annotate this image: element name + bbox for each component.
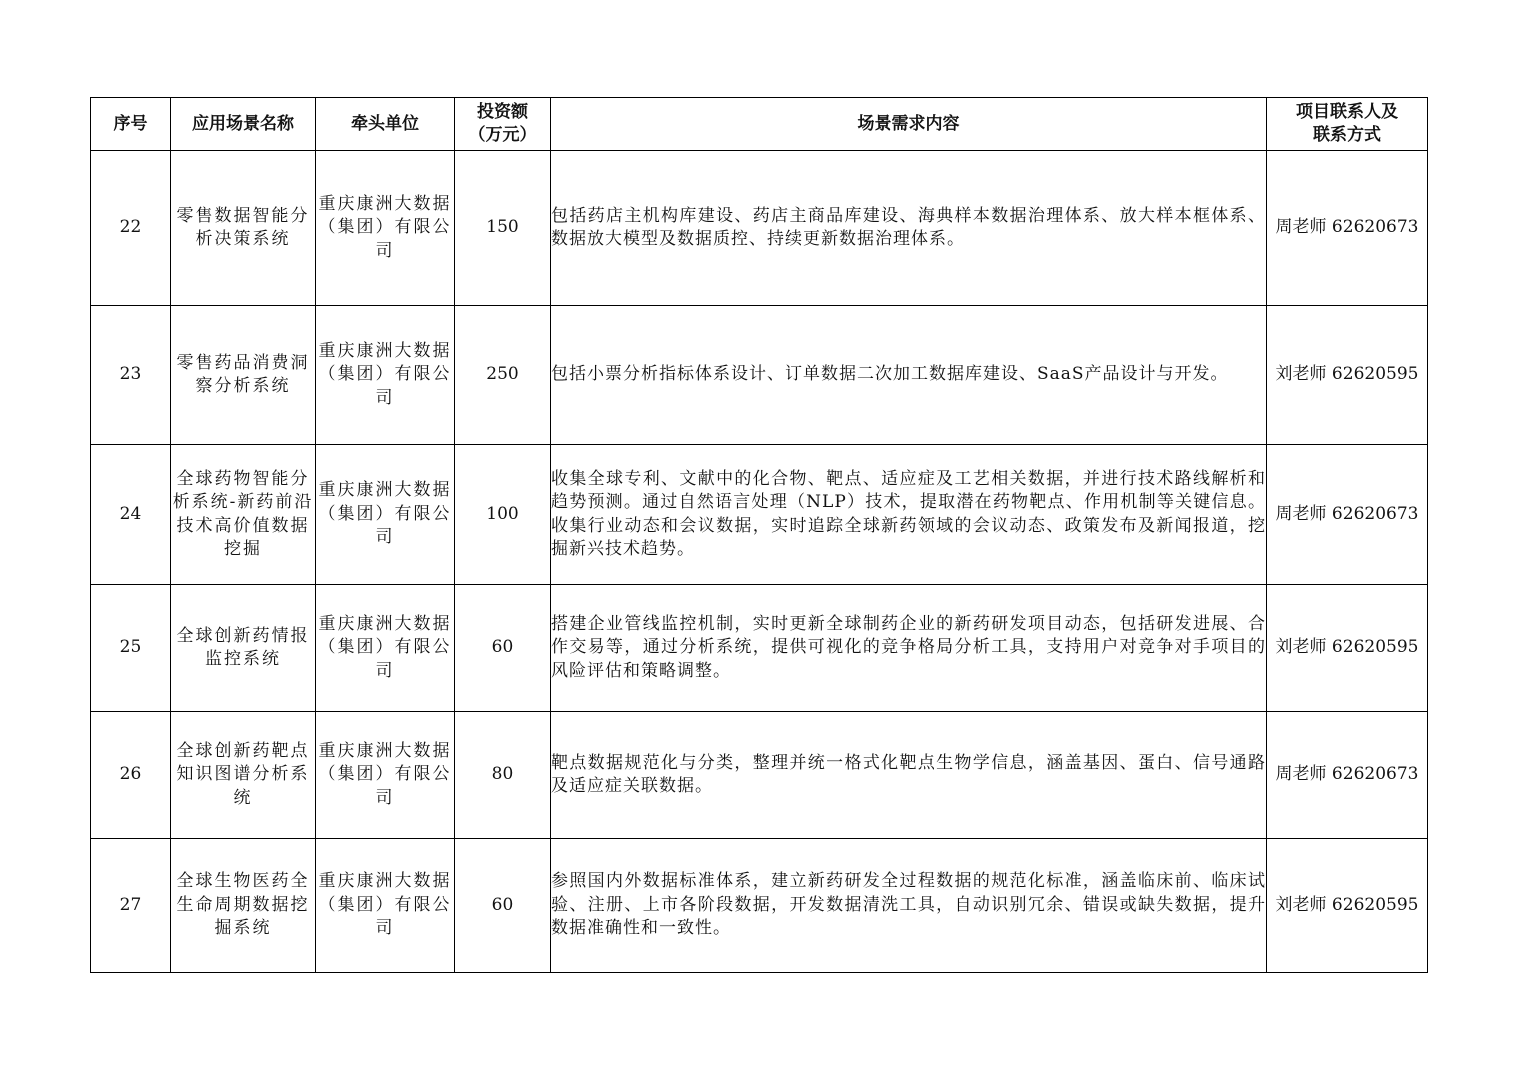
cell-contact: 刘老师 62620595 — [1267, 306, 1428, 445]
header-name — [171, 98, 316, 151]
cell-seq: 24 — [91, 445, 171, 585]
cell-content: 包括药店主机构库建设、药店主商品库建设、海典样本数据治理体系、放大样本框体系、数据放大模型及数据质控、持续更新数据治理体系。 — [551, 151, 1267, 306]
cell-scenario-name: 全球创新药情报监控系统 — [171, 585, 316, 712]
cell-content: 收集全球专利、文献中的化合物、靶点、适应症及工艺相关数据，并进行技术路线解析和趋势预测。通过自然语言处理（NLP）技术，提取潜在药物靶点、作用机制等关键信息。收集行业动态和会议数据，实时追踪全球新药领域的会议动态、政策发布及新闻报道，挖掘新兴技术趋势。 — [551, 445, 1267, 585]
scenario-table — [90, 97, 1428, 973]
cell-seq: 23 — [91, 306, 171, 445]
table-row — [91, 712, 1428, 839]
cell-lead-unit: 重庆康洲大数据（集团）有限公司 — [316, 712, 455, 839]
cell-lead-unit: 重庆康洲大数据（集团）有限公司 — [316, 306, 455, 445]
cell-contact: 刘老师 62620595 — [1267, 839, 1428, 973]
header-contact-line1: 项目联系人及 — [1296, 102, 1398, 122]
header-content — [551, 98, 1267, 151]
cell-lead-unit: 重庆康洲大数据（集团）有限公司 — [316, 151, 455, 306]
header-name-text: 应用场景名称 — [192, 113, 294, 134]
header-unit-text: 牵头单位 — [351, 113, 419, 134]
cell-scenario-name: 全球创新药靶点知识图谱分析系统 — [171, 712, 316, 839]
cell-seq: 22 — [91, 151, 171, 306]
cell-scenario-name: 零售数据智能分析决策系统 — [171, 151, 316, 306]
cell-contact: 周老师 62620673 — [1267, 151, 1428, 306]
cell-investment: 150 — [455, 151, 551, 306]
table-row — [91, 839, 1428, 973]
header-investment — [455, 98, 551, 151]
cell-seq: 25 — [91, 585, 171, 712]
cell-content: 靶点数据规范化与分类，整理并统一格式化靶点生物学信息，涵盖基因、蛋白、信号通路及适应症关联数据。 — [551, 712, 1267, 839]
cell-scenario-name: 零售药品消费洞察分析系统 — [171, 306, 316, 445]
cell-scenario-name: 全球药物智能分析系统-新药前沿技术高价值数据挖掘 — [171, 445, 316, 585]
cell-investment: 250 — [455, 306, 551, 445]
cell-investment: 60 — [455, 585, 551, 712]
cell-seq: 27 — [91, 839, 171, 973]
header-row — [91, 98, 1428, 151]
header-content-text: 场景需求内容 — [857, 113, 960, 134]
cell-content: 搭建企业管线监控机制，实时更新全球制药企业的新药研发项目动态，包括研发进展、合作交易等，通过分析系统，提供可视化的竞争格局分析工具，支持用户对竞争对手项目的风险评估和策略调整。 — [551, 585, 1267, 712]
cell-investment: 100 — [455, 445, 551, 585]
cell-contact: 周老师 62620673 — [1267, 712, 1428, 839]
cell-contact: 刘老师 62620595 — [1267, 585, 1428, 712]
cell-scenario-name: 全球生物医药全生命周期数据挖掘系统 — [171, 839, 316, 973]
header-unit — [316, 98, 455, 151]
table-body — [91, 151, 1428, 973]
header-investment-line2: （万元） — [468, 125, 537, 145]
cell-contact: 周老师 62620673 — [1267, 445, 1428, 585]
cell-lead-unit: 重庆康洲大数据（集团）有限公司 — [316, 839, 455, 973]
cell-lead-unit: 重庆康洲大数据（集团）有限公司 — [316, 445, 455, 585]
header-investment-line1: 投资额 — [477, 102, 528, 122]
header-seq — [91, 98, 171, 151]
header-contact-line2: 联系方式 — [1313, 125, 1381, 145]
cell-investment: 60 — [455, 839, 551, 973]
table-header — [91, 98, 1428, 151]
table-row — [91, 151, 1428, 306]
header-contact — [1267, 98, 1428, 151]
cell-lead-unit: 重庆康洲大数据（集团）有限公司 — [316, 585, 455, 712]
cell-content: 包括小票分析指标体系设计、订单数据二次加工数据库建设、SaaS产品设计与开发。 — [551, 306, 1267, 445]
cell-investment: 80 — [455, 712, 551, 839]
header-seq-text: 序号 — [113, 113, 148, 134]
cell-content: 参照国内外数据标准体系，建立新药研发全过程数据的规范化标准，涵盖临床前、临床试验、注册、上市各阶段数据，开发数据清洗工具，自动识别冗余、错误或缺失数据，提升数据准确性和一致性。 — [551, 839, 1267, 973]
table-row — [91, 306, 1428, 445]
cell-seq: 26 — [91, 712, 171, 839]
table-row — [91, 585, 1428, 712]
table-row — [91, 445, 1428, 585]
